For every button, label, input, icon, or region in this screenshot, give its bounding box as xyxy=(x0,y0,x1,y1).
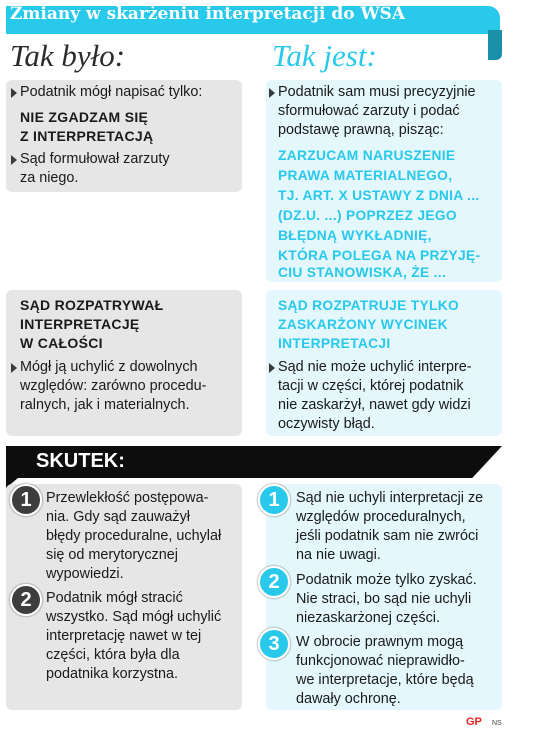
s1-left-quote-1: NIE ZGADZAM SIĘ xyxy=(20,109,149,125)
bullet-icon xyxy=(269,88,275,98)
banner-tab xyxy=(488,30,502,60)
number-2-icon: 2 xyxy=(10,584,42,616)
s2-left-title-3: W CAŁOŚCI xyxy=(20,335,103,351)
s2-right-title-2: ZASKARŻONY WYCINEK xyxy=(278,317,448,332)
s2-left-point-1: Mógł ją uchylić z dowolnych xyxy=(20,359,198,375)
skutek-right-1-line-1: Sąd nie uchyli interpretacji ze xyxy=(296,490,484,506)
bullet-icon xyxy=(11,363,17,373)
skutek-left-2-line-2: wszystko. Sąd mógł uchylić xyxy=(46,609,222,625)
s1-right-quote-1: ZARZUCAM NARUSZENIE xyxy=(278,148,456,163)
skutek-right-2-line-1: Podatnik może tylko zyskać. xyxy=(296,572,477,588)
banner-title: Zmiany w skarżeniu interpretacji do WSA xyxy=(10,4,406,24)
s1-right-quote-6: KTÓRA POLEGA NA PRZYJĘ- xyxy=(278,248,481,263)
number-2-icon: 2 xyxy=(258,566,290,598)
left-heading: Tak było: xyxy=(10,38,126,73)
s1-left-quote-2: Z INTERPRETACJĄ xyxy=(20,128,154,144)
skutek-left-1-line-3: błędy proceduralne, uchylał xyxy=(46,528,222,544)
s2-left-title-2: INTERPRETACJĘ xyxy=(20,316,140,332)
number-1-icon: 1 xyxy=(10,484,42,516)
s2-right-title-3: INTERPRETACJI xyxy=(278,336,391,351)
skutek-right-3-line-4: dawały ochronę. xyxy=(296,691,401,707)
right-heading: Tak jest: xyxy=(272,38,377,73)
s2-right-point-3: nie zaskarżył, nawet gdy widzi xyxy=(278,397,471,413)
bullet-icon xyxy=(11,155,17,165)
s2-left-point-2: względów: zarówno procedu- xyxy=(20,378,207,394)
skutek-left-2-line-3: interpretację nawet w tej xyxy=(46,628,202,644)
bullet-icon xyxy=(269,363,275,373)
s1-right-quote-7: CIU STANOWISKA, ŻE ... xyxy=(278,265,447,280)
s1-left-intro: Podatnik mógł napisać tylko: xyxy=(20,84,203,100)
skutek-right-3-line-2: funkcjonować nieprawidło- xyxy=(296,653,465,669)
skutek-right-1-line-4: na nie uwagi. xyxy=(296,547,381,563)
s2-right-title-1: SĄD ROZPATRUJE TYLKO xyxy=(278,298,460,313)
s1-left-point-2: za niego. xyxy=(20,170,79,186)
skutek-right-2-line-3: niezaskarżonej części. xyxy=(296,610,440,626)
s1-right-intro-1: Podatnik sam musi precyzyjnie xyxy=(278,84,476,100)
skutek-left-1-line-2: nia. Gdy sąd zauważył xyxy=(46,509,190,525)
publisher-logo: GP xyxy=(466,716,482,728)
s2-right-point-1: Sąd nie może uchylić interpre- xyxy=(278,359,472,375)
s2-left-title-1: SĄD ROZPATRYWAŁ xyxy=(20,297,164,313)
skutek-left-1-line-1: Przewlekłość postępowa- xyxy=(46,490,209,506)
skutek-right-2-line-2: Nie straci, bo sąd nie uchyli xyxy=(296,591,472,607)
s2-left-point-3: ralnych, jak i materialnych. xyxy=(20,397,190,413)
s2-right-point-2: tacji w części, której podatnik xyxy=(278,378,464,394)
skutek-left-2-line-4: części, która była dla xyxy=(46,647,180,663)
number-3-icon: 3 xyxy=(258,628,290,660)
s1-right-intro-2: sformułować zarzuty i podać xyxy=(278,103,460,119)
s1-left-point-1: Sąd formułował zarzuty xyxy=(20,151,170,167)
s2-right-point-4: oczywisty błąd. xyxy=(278,416,375,432)
s1-right-quote-5: BŁĘDNĄ WYKŁADNIĘ, xyxy=(278,228,432,243)
skutek-right-1-line-3: jeśli podatnik sam nie zwróci xyxy=(296,528,479,544)
bullet-icon xyxy=(11,88,17,98)
skutek-title: SKUTEK: xyxy=(36,450,125,472)
skutek-left-2-line-5: podatnika korzystna. xyxy=(46,666,178,682)
skutek-left-1-line-5: wypowiedzi. xyxy=(46,566,124,582)
skutek-right-3-line-1: W obrocie prawnym mogą xyxy=(296,634,464,650)
s1-right-intro-3: podstawę prawną, pisząc: xyxy=(278,122,444,138)
skutek-left-2-line-1: Podatnik mógł stracić xyxy=(46,590,183,606)
skutek-left-1-line-4: się od merytorycznej xyxy=(46,547,178,563)
skutek-right-1-line-2: względów proceduralnych, xyxy=(296,509,466,525)
s1-right-quote-3: TJ. ART. X USTAWY Z DNIA ... xyxy=(278,188,480,203)
number-1-icon: 1 xyxy=(258,484,290,516)
s1-right-quote-2: PRAWA MATERIALNEGO, xyxy=(278,168,453,183)
s1-right-quote-4: (DZ.U. ...) POPRZEZ JEGO xyxy=(278,208,457,223)
skutek-right-3-line-3: we interpretacje, które będą xyxy=(296,672,474,688)
author-initials: NS xyxy=(492,720,502,727)
